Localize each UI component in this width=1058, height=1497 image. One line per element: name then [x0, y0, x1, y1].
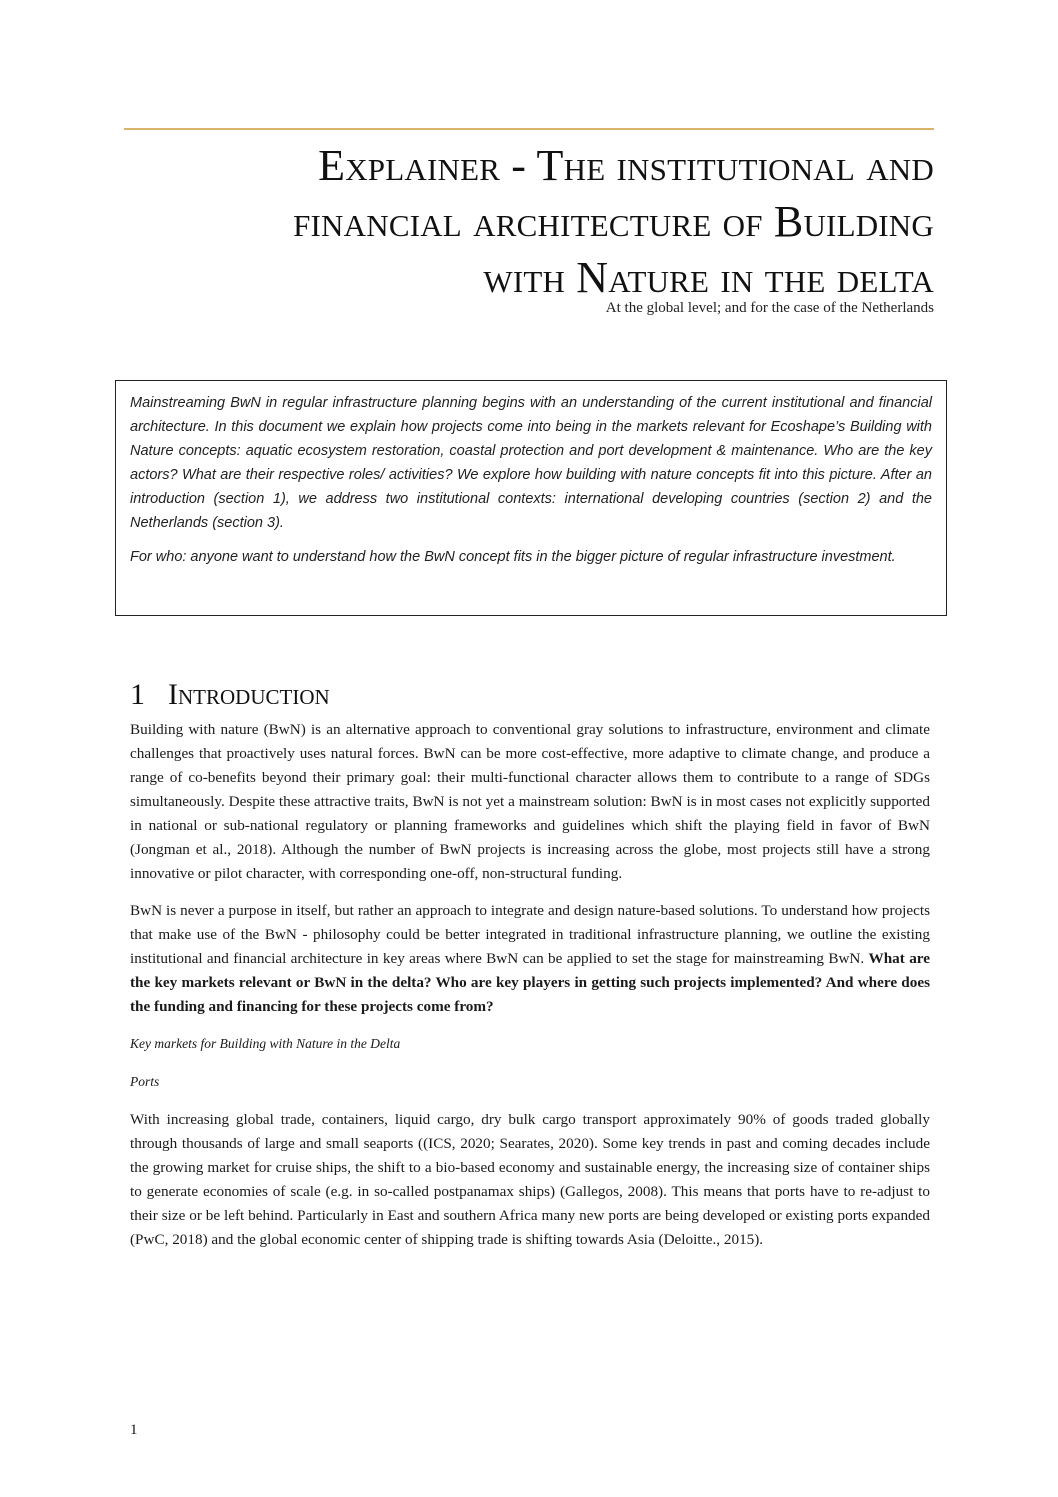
body-paragraph-3: With increasing global trade, containers, liquid cargo, dry bulk cargo transport approximately 90% of goods traded globally through thousands of large and small seaports ((ICS, 2020; Searates, 2020). Some key trends in past and coming decades include the growing market for cruise ships, the shift to a bio-based economy and sustainable energy, the increasing size of container ships to generate economies of scale (e.g. in so-called postpanamax ships) (Gallegos, 2008). This means that ports have to re-adjust to their size or be left behind. Particularly in East and southern Africa many new ports are being developed or existing ports expanded (PwC, 2018) and the global economic center of shipping trade is shifting towards Asia (Deloitte., 2015).: [130, 1111, 930, 1248]
body-paragraph-2: [130, 899, 930, 1019]
page-number: 1: [130, 1422, 138, 1438]
subheading-key-markets: Key markets for Building with Nature in the Delta: [130, 1036, 401, 1051]
section-title: Introduction: [168, 678, 330, 711]
body-paragraph-2-text: BwN is never a purpose in itself, but rather an approach to integrate and design nature-based solutions. To understand how projects that make use of the BwN - philosophy could be better integrated in traditional infrastructure planning, we outline the existing institutional and financial architecture in key areas where BwN can be applied to set the stage for mainstreaming BwN.: [130, 902, 930, 967]
section-heading: [130, 678, 330, 712]
title-line-1: Explainer - The institutional and: [318, 141, 934, 190]
title-line-3: with Nature in the delta: [483, 253, 934, 302]
title-line-2: financial architecture of Building: [293, 197, 934, 246]
title-rule: [124, 128, 934, 130]
abstract-paragraph-2: For who: anyone want to understand how the BwN concept fits in the bigger picture of regular infrastructure investment.: [130, 549, 896, 565]
body-paragraph-1: Building with nature (BwN) is an alternative approach to conventional gray solutions to infrastructure, environment and climate challenges that proactively uses natural forces. BwN can be more cost-effective, more adaptive to climate change, and produce a range of co-benefits beyond their primary goal: their multi-functional character allows them to contribute to a range of SDGs simultaneously. Despite these attractive traits, BwN is not yet a mainstream solution: BwN is in most cases not explicitly supported in national or sub-national regulatory or planning frameworks and guidelines which shift the playing field in favor of BwN (Jongman et al., 2018). Although the number of BwN projects is increasing across the globe, most projects still have a strong innovative or pilot character, with corresponding one-off, non-structural funding.: [130, 721, 930, 882]
abstract-paragraph-1: Mainstreaming BwN in regular infrastructure planning begins with an understanding of the current institutional and financial architecture. In this document we explain how projects come into being in the markets relevant for Ecoshape’s Building with Nature concepts: aquatic ecosystem restoration, coastal protection and port development & maintenance. Who are the key actors? What are their respective roles/ activities? We explore how building with nature concepts fit into this picture. After an introduction (section 1), we address two institutional contexts: international developing countries (section 2) and the Netherlands (section 3).: [130, 395, 932, 531]
body-text: [130, 718, 930, 1265]
section-number: 1: [130, 678, 145, 711]
subheading-ports: Ports: [130, 1074, 160, 1089]
body-paragraph-2-questions: What are the key markets relevant or BwN in the delta? Who are key players in getting such projects implemented? And where does the funding and financing for these projects come from?: [130, 950, 930, 1015]
document-subtitle: At the global level; and for the case of the Netherlands: [605, 300, 934, 316]
document-title: [114, 138, 934, 306]
abstract-box: [115, 380, 947, 616]
